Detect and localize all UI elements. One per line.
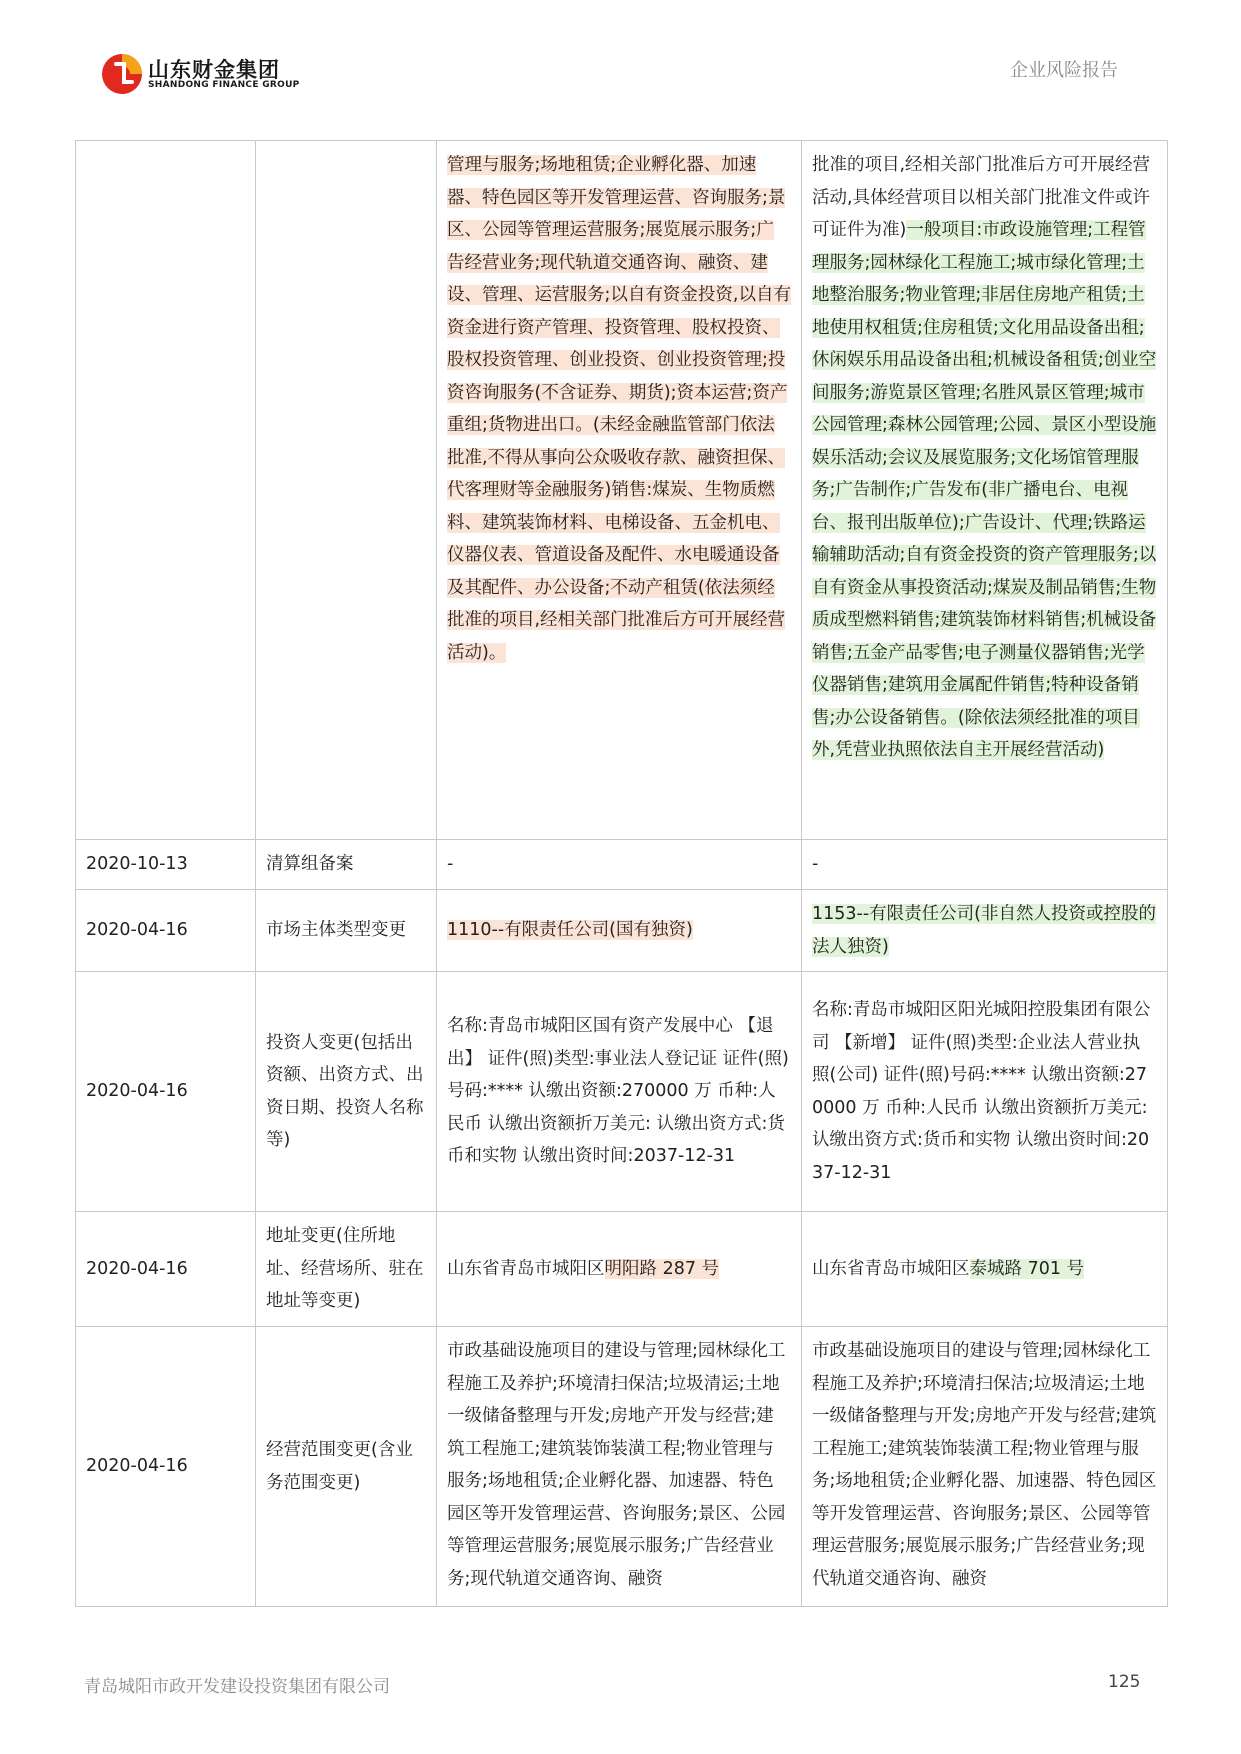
table-row [76,1327,1168,1607]
before-address-highlight: 明阳路 287 号 [604,1258,720,1279]
after-change-cell [802,1212,1168,1327]
table-row [76,141,1168,840]
change-item-cell: 地址变更(住所地址、经营场所、驻在地址等变更) [256,1212,437,1327]
table-row [76,1212,1168,1327]
before-change-cell: - [437,840,802,890]
change-date-cell: 2020-04-16 [76,972,256,1212]
after-change-highlight: 一般项目:市政设施管理;工程管理服务;园林绿化工程施工;城市绿化管理;土地整治服务;物业管理;非居住房地产租赁;土地使用权租赁;住房租赁;文化用品设备出租;休闲娱乐用品设备出租;机械设备租赁;创业空间服务;游览景区管理;名胜风景区管理;城市公园管理;森林公园管理;公园、景区小型设施娱乐活动;会议及展览服务;文化场馆管理服务;广告制作;广告发布(非广播电台、电视台、报刊出版单位);广告设计、代理;铁路运输辅助活动;自有资金投资的资产管理服务;以自有资金从事投资活动;煤炭及制品销售;生物质成型燃料销售;建筑装饰材料销售;机械设备销售;五金产品零售;电子测量仪器销售;光学仪器销售;建筑用金属配件销售;特种设备销售;办公设备销售。(除依法须经批准的项目外,凭营业执照依法自主开展经营活动) [812,220,1157,760]
before-change-text: 1110--有限责任公司(国有独资) [447,920,693,941]
change-item-cell: 经营范围变更(含业务范围变更) [256,1327,437,1607]
change-date-cell: 2020-04-16 [76,1212,256,1327]
after-change-cell [802,890,1168,972]
brand-name-cn: 山东财金集团 [148,58,280,82]
change-item-cell: 清算组备案 [256,840,437,890]
change-item-cell: 市场主体类型变更 [256,890,437,972]
after-change-text: 1153--有限责任公司(非自然人投资或控股的法人独资) [812,904,1156,957]
change-date-cell [76,141,256,840]
after-change-cell: 市政基础设施项目的建设与管理;园林绿化工程施工及养护;环境清扫保洁;垃圾清运;土地一级储备整理与开发;房地产开发与经营;建筑工程施工;建筑装饰装潢工程;物业管理与服务;场地租赁;企业孵化器、加速器、特色园区等开发管理运营、咨询服务;景区、公园等管理运营服务;展览展示服务;广告经营业务;现代轨道交通咨询、融资 [802,1327,1168,1607]
change-item-cell [256,141,437,840]
before-change-cell [437,890,802,972]
shandong-finance-logo-icon [100,52,144,96]
after-address-highlight: 泰城路 701 号 [969,1258,1085,1279]
before-address-prefix: 山东省青岛市城阳区 [447,1258,605,1279]
change-date-cell: 2020-10-13 [76,840,256,890]
after-address-prefix: 山东省青岛市城阳区 [812,1258,970,1279]
after-change-text: 批准的项目,经相关部门批准后方可开展经营活动,具体经营项目以相关部门批准文件或许可证件为准) [812,155,1151,240]
before-change-text: 管理与服务;场地租赁;企业孵化器、加速器、特色园区等开发管理运营、咨询服务;景区、公园等管理运营服务;展览展示服务;广告经营业务;现代轨道交通咨询、融资、建设、管理、运营服务;以自有资金投资,以自有资金进行资产管理、投资管理、股权投资、股权投资管理、创业投资、创业投资管理;投资咨询服务(不含证券、期货);资本运营;资产重组;货物进出口。(未经金融监管部门依法批准,不得从事向公众吸收存款、融资担保、代客理财等金融服务)销售:煤炭、生物质燃料、建筑装饰材料、电梯设备、五金机电、仪器仪表、管道设备及配件、水电暖通设备及其配件、办公设备;不动产租赁(依法须经批准的项目,经相关部门批准后方可开展经营活动)。 [447,155,791,663]
page-header [0,0,1241,120]
before-change-cell: 市政基础设施项目的建设与管理;园林绿化工程施工及养护;环境清扫保洁;垃圾清运;土地一级储备整理与开发;房地产开发与经营;建筑工程施工;建筑装饰装潢工程;物业管理与服务;场地租赁;企业孵化器、加速器、特色园区等开发管理运营、咨询服务;景区、公园等管理运营服务;展览展示服务;广告经营业务;现代轨道交通咨询、融资 [437,1327,802,1607]
change-date-cell: 2020-04-16 [76,890,256,972]
before-change-cell [437,141,802,840]
after-change-cell: 名称:青岛市城阳区阳光城阳控股集团有限公司 【新增】 证件(照)类型:企业法人营业执照(公司) 证件(照)号码:**** 认缴出资额:270000 万 币种:人民币 认缴出资额折万美元: 认缴出资方式:货币和实物 认缴出资时间:2037-12-31 [802,972,1168,1212]
change-date-cell: 2020-04-16 [76,1327,256,1607]
change-records-table [75,140,1168,1607]
before-change-cell: 名称:青岛市城阳区国有资产发展中心 【退出】 证件(照)类型:事业法人登记证 证件(照)号码:**** 认缴出资额:270000 万 币种:人民币 认缴出资额折万美元: 认缴出资方式:货币和实物 认缴出资时间:2037-12-31 [437,972,802,1212]
after-change-cell: - [802,840,1168,890]
report-title: 企业风险报告 [1010,60,1118,81]
table-row [76,890,1168,972]
after-change-cell [802,141,1168,840]
brand-name-en: SHANDONG FINANCE GROUP [148,80,300,90]
footer-company-name: 青岛城阳市政开发建设投资集团有限公司 [84,1677,390,1697]
change-item-cell: 投资人变更(包括出资额、出资方式、出资日期、投资人名称等) [256,972,437,1212]
before-change-cell [437,1212,802,1327]
table-row [76,840,1168,890]
page-number: 125 [1108,1672,1141,1692]
table-row [76,972,1168,1212]
